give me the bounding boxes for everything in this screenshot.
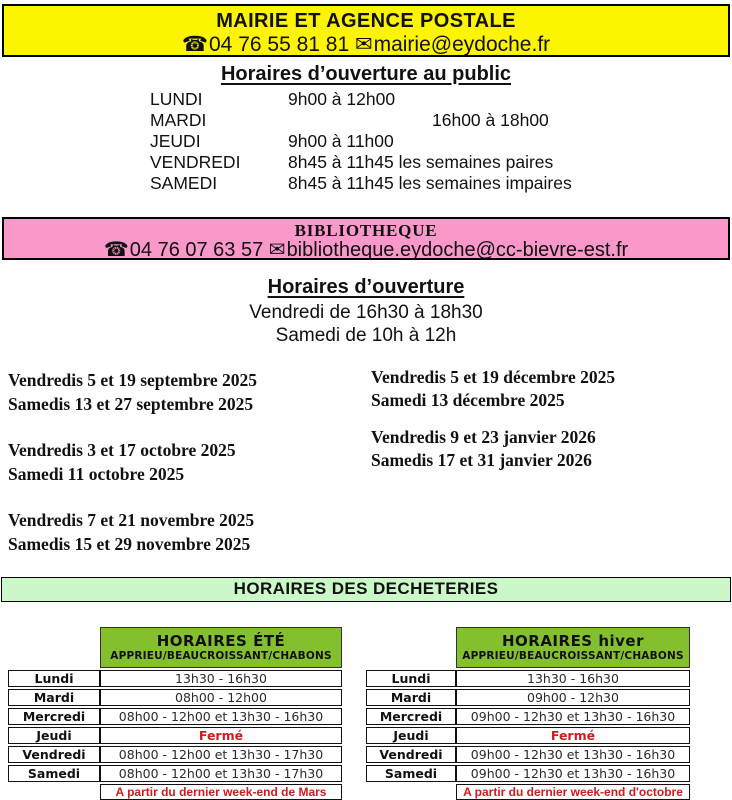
date-line: Samedi 11 octobre 2025 xyxy=(8,464,185,484)
bibliotheque-email: bibliotheque.eydoche@cc-bievre-est.fr xyxy=(286,239,629,261)
hours-row xyxy=(150,131,572,152)
hours-row xyxy=(150,110,572,131)
table-footer-spacer xyxy=(8,784,100,800)
time-cell: 09h00 - 12h30 et 13h30 - 16h30 xyxy=(456,708,690,725)
time-cell: 08h00 - 12h00 xyxy=(100,689,342,706)
hours-row xyxy=(150,173,572,194)
closed-cell: Fermé xyxy=(100,727,342,744)
day-cell: Mardi xyxy=(8,689,100,706)
table-header xyxy=(456,627,690,668)
hours-row xyxy=(150,89,572,110)
mairie-contact xyxy=(4,33,728,57)
day-cell: Mercredi xyxy=(366,708,456,725)
phone-icon: ☎ xyxy=(103,239,129,261)
time-cell: 08h00 - 12h00 et 13h30 - 17h30 xyxy=(100,746,342,763)
table-header-spacer xyxy=(8,627,100,668)
dates-group-december xyxy=(371,366,615,412)
day-label: SAMEDI xyxy=(150,173,218,193)
time-value: 9h00 à 11h00 xyxy=(288,131,394,151)
bibliotheque-phone: 04 76 07 63 57 xyxy=(129,239,264,261)
time-cell: 08h00 - 12h00 et 13h30 - 16h30 xyxy=(100,708,342,725)
time-cell: 13h30 - 16h30 xyxy=(100,670,342,687)
table-horaires-ete xyxy=(8,627,342,800)
mairie-hours-heading: Horaires d’ouverture au public xyxy=(220,63,512,85)
day-cell: Mercredi xyxy=(8,708,100,725)
dates-group-november xyxy=(8,508,257,556)
date-line: Samedi 13 décembre 2025 xyxy=(371,390,565,410)
table-footer-spacer xyxy=(366,784,456,800)
dates-group-january xyxy=(371,426,615,472)
dates-group-september xyxy=(8,368,257,416)
table-footer-note: A partir du dernier week-end d'octobre xyxy=(456,784,690,800)
banner-mairie xyxy=(2,4,730,57)
day-label: MARDI xyxy=(150,110,207,130)
banner-decheteries: HORAIRES DES DECHETERIES xyxy=(1,577,731,602)
time-value: 9h00 à 12h00 xyxy=(288,89,396,109)
date-line: Samedis 17 et 31 janvier 2026 xyxy=(371,450,592,470)
bibliotheque-contact xyxy=(4,240,728,261)
date-line: Vendredis 5 et 19 septembre 2025 xyxy=(8,370,258,390)
table-footer-note: A partir du dernier week-end de Mars xyxy=(100,784,342,800)
phone-icon: ☎ xyxy=(181,33,208,56)
table-horaires-hiver xyxy=(366,627,690,800)
time-value: 8h45 à 11h45 les semaines impaires xyxy=(288,173,572,193)
day-cell: Vendredi xyxy=(8,746,100,763)
date-line: Samedis 15 et 29 novembre 2025 xyxy=(8,534,251,554)
day-cell: Samedi xyxy=(8,765,100,782)
mairie-title: MAIRIE ET AGENCE POSTALE xyxy=(216,10,516,32)
bibliotheque-hours-line: Samedi de 10h à 12h xyxy=(275,325,457,346)
day-cell: Mardi xyxy=(366,689,456,706)
day-label: VENDREDI xyxy=(150,152,241,172)
bibliotheque-hours-heading: Horaires d’ouverture xyxy=(267,276,465,298)
closed-cell: Fermé xyxy=(456,727,690,744)
day-cell: Samedi xyxy=(366,765,456,782)
day-cell: Jeudi xyxy=(8,727,100,744)
date-line: Samedis 13 et 27 septembre 2025 xyxy=(8,394,254,414)
date-line: Vendredis 9 et 23 janvier 2026 xyxy=(371,427,596,447)
email-icon: ✉ xyxy=(268,239,286,261)
table-header-spacer xyxy=(366,627,456,668)
day-label: LUNDI xyxy=(150,89,203,109)
day-cell: Lundi xyxy=(8,670,100,687)
table-title: HORAIRES ÉTÉ xyxy=(156,632,286,650)
time-value: 8h45 à 11h45 les semaines paires xyxy=(288,152,554,172)
table-title: HORAIRES hiver xyxy=(501,632,645,650)
day-cell: Jeudi xyxy=(366,727,456,744)
time-cell: 13h30 - 16h30 xyxy=(456,670,690,687)
mairie-hours-list xyxy=(150,89,572,194)
table-header xyxy=(100,627,342,668)
dates-column-left xyxy=(8,368,257,578)
day-label: JEUDI xyxy=(150,131,201,151)
time-cell: 09h00 - 12h30 et 13h30 - 16h30 xyxy=(456,746,690,763)
mairie-email: mairie@eydoche.fr xyxy=(373,33,551,56)
time-value: 16h00 à 18h00 xyxy=(432,110,549,130)
date-line: Vendredis 3 et 17 octobre 2025 xyxy=(8,440,236,460)
day-cell: Vendredi xyxy=(366,746,456,763)
day-cell: Lundi xyxy=(366,670,456,687)
time-cell: 08h00 - 12h00 et 13h30 - 17h30 xyxy=(100,765,342,782)
bibliotheque-hours-line: Vendredi de 16h30 à 18h30 xyxy=(249,302,483,323)
banner-bibliotheque xyxy=(2,217,730,260)
date-line: Vendredis 7 et 21 novembre 2025 xyxy=(8,510,255,530)
bibliotheque-hours-lines xyxy=(0,301,732,347)
table-subtitle: APPRIEU/BEAUCROISSANT/CHABONS xyxy=(462,650,684,662)
bibliotheque-title: BIBLIOTHEQUE xyxy=(294,221,438,240)
email-icon: ✉ xyxy=(354,33,373,56)
hours-row xyxy=(150,152,572,173)
dates-group-october xyxy=(8,438,257,486)
time-cell: 09h00 - 12h30 et 13h30 - 16h30 xyxy=(456,765,690,782)
date-line: Vendredis 5 et 19 décembre 2025 xyxy=(371,367,616,387)
mairie-phone: 04 76 55 81 81 xyxy=(209,33,350,56)
table-subtitle: APPRIEU/BEAUCROISSANT/CHABONS xyxy=(110,650,332,662)
time-cell: 09h00 - 12h30 xyxy=(456,689,690,706)
dates-column-right xyxy=(371,366,615,486)
